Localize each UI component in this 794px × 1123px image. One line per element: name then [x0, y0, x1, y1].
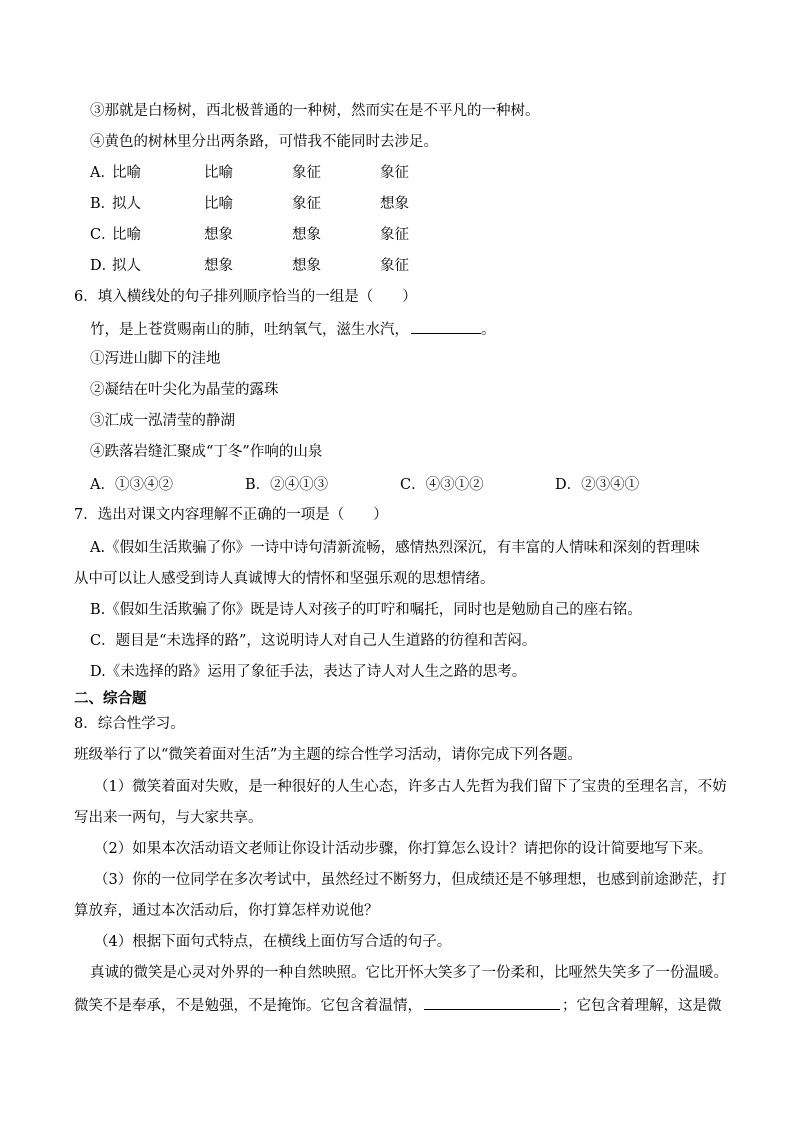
q8-part-4: （4）根据下面句式特点，在横线上面仿写合适的句子。 [94, 934, 452, 950]
q6-option-d[interactable]: D．②③④① [555, 477, 640, 493]
option-col-3: 想象 [292, 258, 321, 274]
q6-option-c[interactable]: C．④③①② [400, 477, 484, 493]
option-col-3: 象征 [292, 196, 321, 212]
option-letter: D． [90, 258, 117, 274]
q5-item-4: ④黄色的树林里分出两条路，可惜我不能同时去涉足。 [90, 134, 438, 150]
option-letter: B． [90, 196, 116, 212]
q6-sentence-before: 竹，是上苍赏赐南山的肺，吐纳氧气，滋生水汽， [90, 322, 409, 338]
q6-option-b[interactable]: B．②④①③ [245, 477, 329, 493]
q7-option-a[interactable]: A.《假如生活欺骗了你》一诗中诗句清新流畅，感情热烈深沉，有丰富的人情味和深刻的哲理味 [90, 540, 700, 556]
option-col-2: 想象 [204, 258, 233, 274]
q8-passage-line-2-b: ；它包含着理解，这是微 [562, 998, 722, 1014]
q5-item-3: ③那就是白杨树，西北极普通的一种树，然而实在是不平凡的一种树。 [90, 103, 540, 119]
q8-passage-line-2 [74, 997, 722, 1014]
q5-option-b[interactable] [90, 197, 409, 212]
q5-option-d[interactable] [90, 259, 409, 274]
q8-part-1-cont: 写出来一两句，与大家共享。 [74, 810, 263, 826]
q8-part-3: （3）你的一位同学在多次考试中，虽然经过不断努力，但成绩还是不够理想，也感到前途渺茫，打 [94, 872, 727, 888]
q6-option-a[interactable]: A．①③④② [90, 477, 173, 493]
option-col-4: 象征 [380, 258, 409, 274]
q8-passage-line-2-a: 微笑不是奉承，不是勉强，不是掩饰。它包含着温情， [74, 998, 422, 1014]
q8-intro: 班级举行了以“微笑着面对生活”为主题的综合性学习活动，请你完成下列各题。 [74, 747, 582, 763]
q8-part-1: （1）微笑着面对失败，是一种很好的人生心态，许多古人先哲为我们留下了宝贵的至理名言，不妨 [94, 779, 727, 795]
q6-blank[interactable] [411, 321, 481, 334]
option-col-3: 象征 [292, 165, 321, 181]
q7-option-d[interactable]: D.《未选择的路》运用了象征手法，表达了诗人对人生之路的思考。 [90, 664, 527, 680]
option-col-3: 想象 [292, 227, 321, 243]
q6-item-2: ②凝结在叶尖化为晶莹的露珠 [90, 382, 279, 398]
option-col-1: 拟人 [112, 196, 141, 212]
q8-part-3-cont: 算放弃，通过本次活动后，你打算怎样劝说他？ [74, 903, 379, 919]
q8-passage-line-1: 真诚的微笑是心灵对外界的一种自然映照。它比开怀大笑多了一份柔和，比哑然失笑多了一份温暖。 [90, 965, 728, 981]
q5-option-a[interactable] [90, 166, 409, 181]
option-col-2: 比喻 [204, 165, 233, 181]
option-letter: C． [90, 227, 116, 243]
option-col-2: 想象 [204, 227, 233, 243]
q8-imitation-blank[interactable] [424, 997, 560, 1010]
q7-option-c[interactable]: C．题目是“未选择的路”，这说明诗人对自己人生道路的彷徨和苦闷。 [90, 633, 537, 649]
q7-stem: 7．选出对课文内容理解不正确的一项是（ ） [74, 507, 388, 523]
q7-option-b[interactable]: B.《假如生活欺骗了你》既是诗人对孩子的叮咛和嘱托，同时也是勉励自己的座右铭。 [90, 602, 642, 618]
q8-stem: 8．综合性学习。 [74, 716, 185, 732]
section-heading: 二、综合题 [74, 690, 147, 707]
option-col-1: 比喻 [112, 165, 141, 181]
option-col-4: 象征 [380, 165, 409, 181]
q6-item-4: ④跌落岩缝汇聚成“丁冬”作响的山泉 [90, 444, 323, 460]
option-col-1: 比喻 [112, 227, 141, 243]
q6-item-1: ①泻进山脚下的洼地 [90, 351, 221, 367]
option-col-2: 比喻 [204, 196, 233, 212]
option-letter: A． [90, 165, 115, 181]
option-col-4: 象征 [380, 227, 409, 243]
option-col-4: 想象 [380, 196, 409, 212]
q6-sentence-after: 。 [481, 322, 496, 338]
q6-sentence [90, 321, 496, 338]
q6-options [90, 478, 639, 493]
q8-part-2: （2）如果本次活动语文老师让你设计活动步骤，你打算怎么设计？请把你的设计简要地写下来。 [94, 841, 713, 857]
q5-option-c[interactable] [90, 228, 409, 243]
q6-stem: 6．填入横线处的句子排列顺序恰当的一组是（ ） [74, 289, 417, 305]
option-col-1: 拟人 [112, 258, 141, 274]
q6-item-3: ③汇成一泓清莹的静湖 [90, 413, 235, 429]
q7-option-a-cont: 从中可以让人感受到诗人真诚博大的情怀和坚强乐观的思想情绪。 [74, 571, 495, 587]
